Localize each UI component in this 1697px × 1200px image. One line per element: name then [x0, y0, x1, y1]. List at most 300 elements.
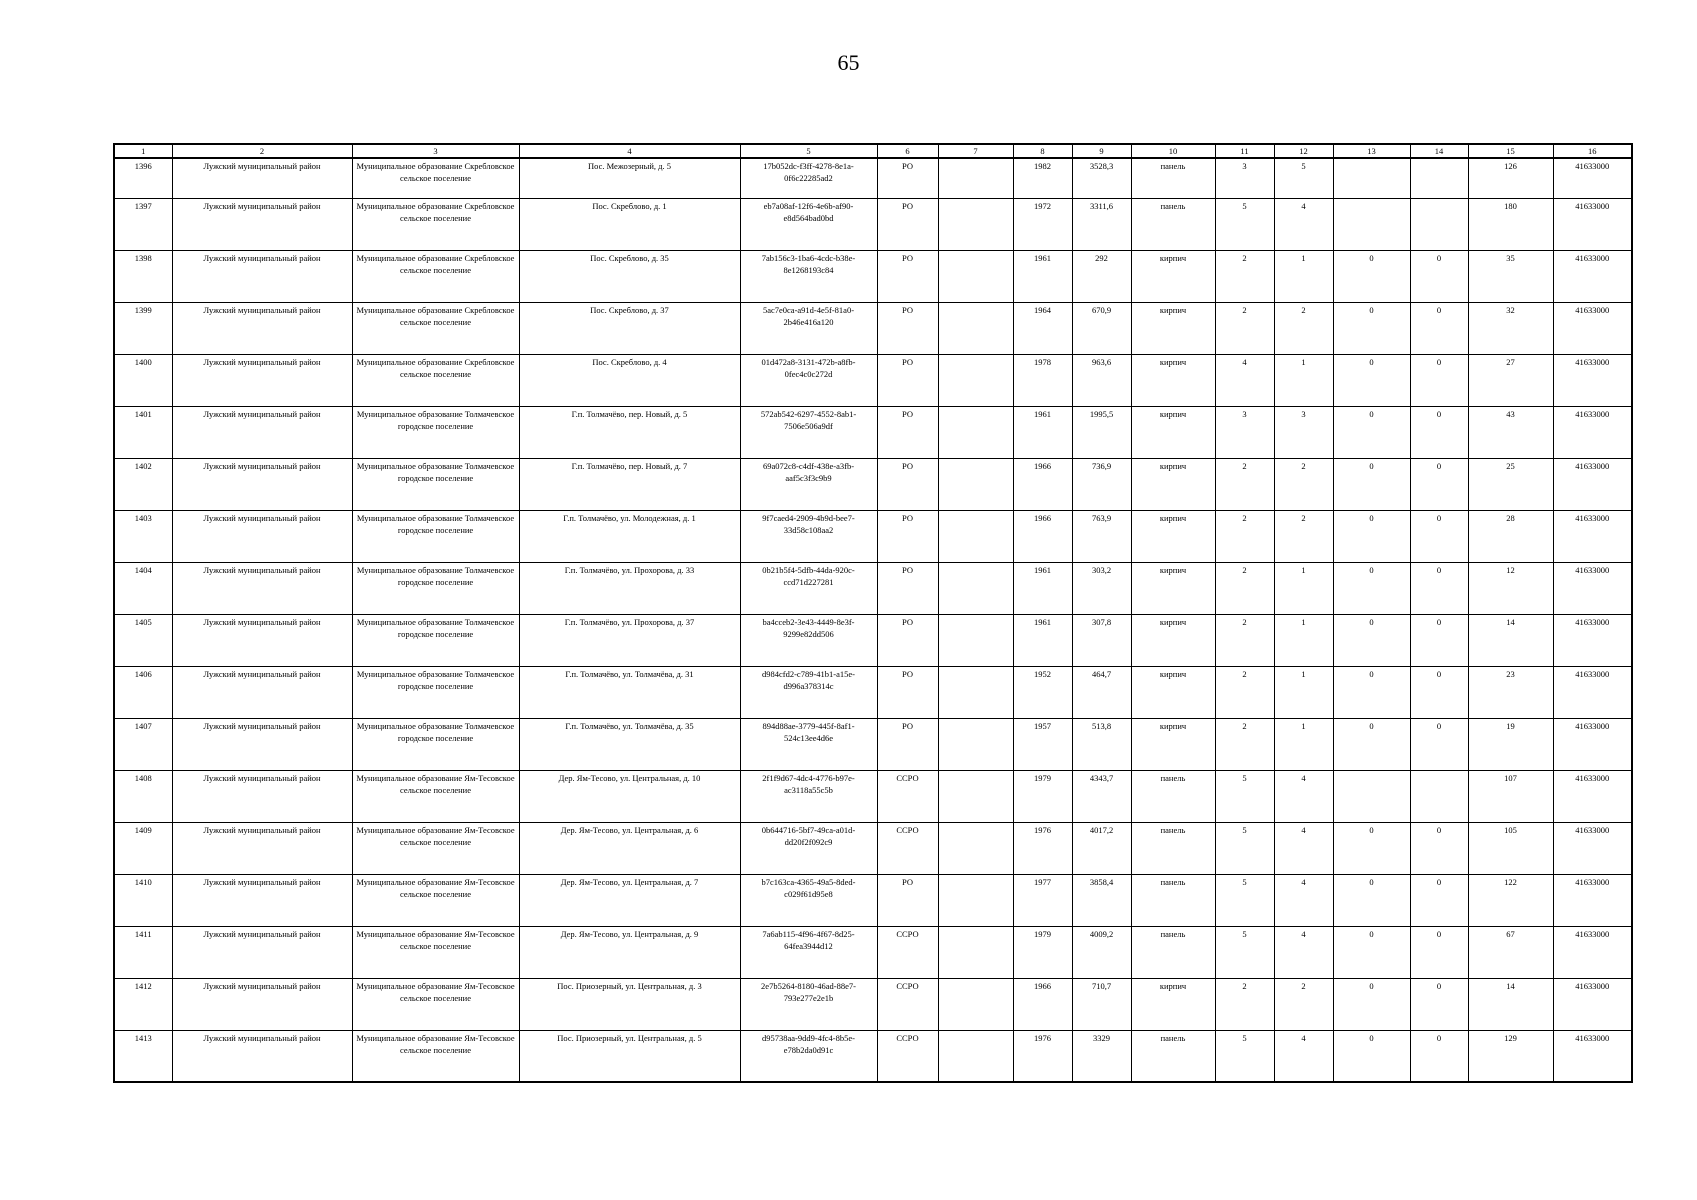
table-cell: 0	[1410, 250, 1468, 302]
table-cell	[938, 158, 1013, 198]
table-cell: 01d472a8-3131-472b-a8fb-0fec4c0c272d	[740, 354, 877, 406]
table-cell: Пос. Скреблово, д. 35	[519, 250, 740, 302]
table-row	[114, 874, 1632, 926]
table-cell: Дер. Ям-Тесово, ул. Центральная, д. 10	[519, 770, 740, 822]
table-cell: 763,9	[1072, 510, 1131, 562]
table-cell: 5	[1215, 822, 1274, 874]
table-cell	[1333, 770, 1410, 822]
table-cell: 25	[1468, 458, 1553, 510]
table-cell: Муниципальное образование Толмачевское городское поселение	[352, 510, 519, 562]
table-cell: 464,7	[1072, 666, 1131, 718]
table-cell: Лужский муниципальный район	[172, 158, 352, 198]
table-cell: РО	[877, 718, 938, 770]
table-row	[114, 458, 1632, 510]
table-cell: 126	[1468, 158, 1553, 198]
table-cell: Лужский муниципальный район	[172, 874, 352, 926]
table-cell	[1410, 198, 1468, 250]
table-cell: 1	[1274, 666, 1333, 718]
table-cell: 1397	[114, 198, 172, 250]
table-cell: 41633000	[1553, 770, 1632, 822]
table-cell	[938, 250, 1013, 302]
table-cell: 1	[1274, 562, 1333, 614]
table-cell: 1966	[1013, 510, 1072, 562]
table-cell: 4	[1274, 770, 1333, 822]
table-cell	[938, 926, 1013, 978]
table-cell: Пос. Скреблово, д. 37	[519, 302, 740, 354]
table-cell: 0	[1410, 614, 1468, 666]
table-cell	[938, 614, 1013, 666]
table-cell	[1333, 158, 1410, 198]
table-cell: 0	[1333, 718, 1410, 770]
table-cell: 3858,4	[1072, 874, 1131, 926]
table-row	[114, 510, 1632, 562]
table-header	[114, 144, 1632, 158]
table-cell: 41633000	[1553, 562, 1632, 614]
table-cell: кирпич	[1131, 978, 1215, 1030]
table-cell: 14	[1468, 978, 1553, 1030]
column-header: 12	[1274, 144, 1333, 158]
table-cell: Г.п. Толмачёво, ул. Прохорова, д. 33	[519, 562, 740, 614]
table-cell: Муниципальное образование Скребловское сельское поселение	[352, 250, 519, 302]
table-cell: Лужский муниципальный район	[172, 562, 352, 614]
table-cell: 1410	[114, 874, 172, 926]
table-cell: 1976	[1013, 1030, 1072, 1082]
table-cell: 0b644716-5bf7-49ca-a01d-dd20f2f092c9	[740, 822, 877, 874]
table-cell: РО	[877, 354, 938, 406]
table-cell: РО	[877, 874, 938, 926]
table-cell: ba4cceb2-3e43-4449-8e3f-9299e82dd506	[740, 614, 877, 666]
table-cell: 710,7	[1072, 978, 1131, 1030]
table-cell: 1409	[114, 822, 172, 874]
table-cell	[938, 302, 1013, 354]
table-cell: 0	[1410, 458, 1468, 510]
table-cell: 0	[1333, 666, 1410, 718]
table-cell: 1407	[114, 718, 172, 770]
table-cell: Лужский муниципальный район	[172, 978, 352, 1030]
table-cell: 41633000	[1553, 458, 1632, 510]
table-cell: 1964	[1013, 302, 1072, 354]
table-cell: 1413	[114, 1030, 172, 1082]
table-cell: 0	[1410, 354, 1468, 406]
table-cell: 1961	[1013, 562, 1072, 614]
table-cell: 3311,6	[1072, 198, 1131, 250]
table-cell: 2	[1215, 250, 1274, 302]
table-cell: 1412	[114, 978, 172, 1030]
table-cell: 14	[1468, 614, 1553, 666]
table-cell	[938, 822, 1013, 874]
table-cell: 41633000	[1553, 926, 1632, 978]
table-cell: 1400	[114, 354, 172, 406]
table-cell: 4	[1215, 354, 1274, 406]
table-cell: 41633000	[1553, 822, 1632, 874]
table-cell: 0	[1410, 978, 1468, 1030]
table-row	[114, 926, 1632, 978]
table-cell: 2	[1215, 614, 1274, 666]
table-cell: 41633000	[1553, 978, 1632, 1030]
table-cell	[938, 874, 1013, 926]
column-header: 5	[740, 144, 877, 158]
table-cell: 41633000	[1553, 198, 1632, 250]
table-cell: 1406	[114, 666, 172, 718]
table-cell: 41633000	[1553, 666, 1632, 718]
table-cell: 1405	[114, 614, 172, 666]
table-cell: 41633000	[1553, 510, 1632, 562]
table-cell: 41633000	[1553, 158, 1632, 198]
table-cell: панель	[1131, 1030, 1215, 1082]
table-cell: Лужский муниципальный район	[172, 458, 352, 510]
table-cell: РО	[877, 198, 938, 250]
table-cell: 35	[1468, 250, 1553, 302]
table-cell: Г.п. Толмачёво, ул. Толмачёва, д. 31	[519, 666, 740, 718]
table-cell: 19	[1468, 718, 1553, 770]
table-cell: кирпич	[1131, 458, 1215, 510]
table-cell: Пос. Межозерный, д. 5	[519, 158, 740, 198]
table-cell: Муниципальное образование Толмачевское городское поселение	[352, 614, 519, 666]
table-cell: Муниципальное образование Толмачевское городское поселение	[352, 406, 519, 458]
table-cell: 1399	[114, 302, 172, 354]
table-cell: 2	[1215, 458, 1274, 510]
table-cell: 1976	[1013, 822, 1072, 874]
table-cell: 303,2	[1072, 562, 1131, 614]
table-cell: 4343,7	[1072, 770, 1131, 822]
table-cell: 4	[1274, 1030, 1333, 1082]
table-cell: 1	[1274, 718, 1333, 770]
table-cell: Муниципальное образование Ям-Тесовское сельское поселение	[352, 926, 519, 978]
table-cell: 7ab156c3-1ba6-4cdc-b38e-8e1268193c84	[740, 250, 877, 302]
table-cell: 5	[1215, 198, 1274, 250]
table-cell	[938, 198, 1013, 250]
table-cell: 1961	[1013, 250, 1072, 302]
table-cell: Лужский муниципальный район	[172, 510, 352, 562]
table-cell: 0	[1333, 302, 1410, 354]
table-cell: 105	[1468, 822, 1553, 874]
table-cell: 2	[1215, 302, 1274, 354]
table-cell: Лужский муниципальный район	[172, 250, 352, 302]
table-cell: панель	[1131, 770, 1215, 822]
table-row	[114, 978, 1632, 1030]
column-header: 4	[519, 144, 740, 158]
table-cell: РО	[877, 510, 938, 562]
table-cell: 5	[1215, 770, 1274, 822]
table-row	[114, 718, 1632, 770]
table-cell: Муниципальное образование Скребловское сельское поселение	[352, 198, 519, 250]
table-row	[114, 406, 1632, 458]
table-cell: Пос. Скреблово, д. 4	[519, 354, 740, 406]
table-cell: 1982	[1013, 158, 1072, 198]
table-cell: 41633000	[1553, 354, 1632, 406]
table-cell: Дер. Ям-Тесово, ул. Центральная, д. 9	[519, 926, 740, 978]
table-row	[114, 666, 1632, 718]
table-cell: кирпич	[1131, 562, 1215, 614]
table-cell: 5	[1215, 1030, 1274, 1082]
table-cell: 2	[1215, 510, 1274, 562]
column-header: 8	[1013, 144, 1072, 158]
table-cell: Г.п. Толмачёво, пер. Новый, д. 7	[519, 458, 740, 510]
column-header: 10	[1131, 144, 1215, 158]
table-cell: b7c163ca-4365-49a5-8ded-c029f61d95e8	[740, 874, 877, 926]
table-cell: 7a6ab115-4f96-4f67-8d25-64fea3944d12	[740, 926, 877, 978]
table-cell: 0	[1410, 874, 1468, 926]
table-cell: Лужский муниципальный район	[172, 406, 352, 458]
table-cell: Муниципальное образование Ям-Тесовское сельское поселение	[352, 822, 519, 874]
table-row	[114, 770, 1632, 822]
table-cell: РО	[877, 666, 938, 718]
table-row	[114, 158, 1632, 198]
table-cell: 27	[1468, 354, 1553, 406]
table-cell: 41633000	[1553, 250, 1632, 302]
table-cell: 41633000	[1553, 406, 1632, 458]
table-cell: Лужский муниципальный район	[172, 926, 352, 978]
table-cell: 2f1f9d67-4dc4-4776-b97e-ac3118a55c5b	[740, 770, 877, 822]
table-cell	[938, 1030, 1013, 1082]
table-cell: 0	[1333, 250, 1410, 302]
table-cell: 1411	[114, 926, 172, 978]
table-cell: Лужский муниципальный район	[172, 718, 352, 770]
column-header: 6	[877, 144, 938, 158]
table-cell: 0	[1333, 978, 1410, 1030]
table-cell: 2	[1215, 978, 1274, 1030]
table-cell	[938, 978, 1013, 1030]
table-cell: Дер. Ям-Тесово, ул. Центральная, д. 7	[519, 874, 740, 926]
table-cell: 2	[1274, 302, 1333, 354]
table-cell: 41633000	[1553, 874, 1632, 926]
table-cell: 2e7b5264-8180-46ad-88e7-793e277e2e1b	[740, 978, 877, 1030]
table-cell: Пос. Скреблово, д. 1	[519, 198, 740, 250]
table-cell: 43	[1468, 406, 1553, 458]
table-cell: 670,9	[1072, 302, 1131, 354]
column-header: 2	[172, 144, 352, 158]
table-cell: РО	[877, 302, 938, 354]
table-cell: 4	[1274, 822, 1333, 874]
table-cell: d95738aa-9dd9-4fc4-8b5e-e78b2da0d91c	[740, 1030, 877, 1082]
table-cell: 9f7caed4-2909-4b9d-bee7-33d58c108aa2	[740, 510, 877, 562]
table-row	[114, 198, 1632, 250]
table-cell: 23	[1468, 666, 1553, 718]
table-cell: кирпич	[1131, 250, 1215, 302]
table-cell: 0	[1333, 614, 1410, 666]
table-cell: панель	[1131, 926, 1215, 978]
table-cell: 4017,2	[1072, 822, 1131, 874]
header-row	[114, 144, 1632, 158]
table-cell: Лужский муниципальный район	[172, 302, 352, 354]
table-cell: Г.п. Толмачёво, ул. Толмачёва, д. 35	[519, 718, 740, 770]
table-cell: Муниципальное образование Ям-Тесовское сельское поселение	[352, 1030, 519, 1082]
table-cell: Муниципальное образование Толмачевское городское поселение	[352, 458, 519, 510]
table-cell: Муниципальное образование Ям-Тесовское сельское поселение	[352, 770, 519, 822]
table-cell: 4	[1274, 874, 1333, 926]
table-row	[114, 562, 1632, 614]
table-cell: Муниципальное образование Скребловское сельское поселение	[352, 158, 519, 198]
table-row	[114, 250, 1632, 302]
table-cell: 5	[1215, 874, 1274, 926]
table-cell: 1961	[1013, 406, 1072, 458]
table-cell: Г.п. Толмачёво, ул. Прохорова, д. 37	[519, 614, 740, 666]
table-row	[114, 354, 1632, 406]
table-cell: 4	[1274, 926, 1333, 978]
table-cell: 1957	[1013, 718, 1072, 770]
table-cell: 1972	[1013, 198, 1072, 250]
table-cell: 1978	[1013, 354, 1072, 406]
table-cell: 28	[1468, 510, 1553, 562]
table-cell: 4	[1274, 198, 1333, 250]
table-cell: ССРО	[877, 1030, 938, 1082]
table-cell: Дер. Ям-Тесово, ул. Центральная, д. 6	[519, 822, 740, 874]
table-cell: ССРО	[877, 770, 938, 822]
table-cell: 3	[1215, 158, 1274, 198]
table-cell: Лужский муниципальный район	[172, 614, 352, 666]
table-cell: ССРО	[877, 822, 938, 874]
table-cell: 5ac7e0ca-a91d-4e5f-81a0-2b46e416a120	[740, 302, 877, 354]
table-cell: 0	[1410, 302, 1468, 354]
table-cell	[938, 354, 1013, 406]
table-cell: 0	[1333, 874, 1410, 926]
table-cell: Лужский муниципальный район	[172, 770, 352, 822]
table-cell: 1	[1274, 250, 1333, 302]
table-cell: 0	[1410, 718, 1468, 770]
table-cell: 0	[1333, 354, 1410, 406]
table-cell: 1408	[114, 770, 172, 822]
table-cell: 0	[1333, 822, 1410, 874]
table-cell: 0	[1333, 1030, 1410, 1082]
table-body	[114, 158, 1632, 1082]
table-cell: 0	[1410, 926, 1468, 978]
column-header: 3	[352, 144, 519, 158]
table-cell: 1	[1274, 614, 1333, 666]
table-cell: 0	[1410, 1030, 1468, 1082]
table-cell: 41633000	[1553, 1030, 1632, 1082]
table-cell	[938, 718, 1013, 770]
table-cell	[938, 666, 1013, 718]
table-cell: кирпич	[1131, 510, 1215, 562]
table-cell: Муниципальное образование Скребловское сельское поселение	[352, 302, 519, 354]
table-cell: 12	[1468, 562, 1553, 614]
table-cell: РО	[877, 562, 938, 614]
column-header: 16	[1553, 144, 1632, 158]
table-cell: 41633000	[1553, 718, 1632, 770]
table-cell	[938, 458, 1013, 510]
table-cell: 67	[1468, 926, 1553, 978]
table-cell: 2	[1215, 718, 1274, 770]
table-cell: Г.п. Толмачёво, пер. Новый, д. 5	[519, 406, 740, 458]
table-cell: Лужский муниципальный район	[172, 198, 352, 250]
table-cell: 122	[1468, 874, 1553, 926]
table-cell: 1	[1274, 354, 1333, 406]
table-cell	[1333, 198, 1410, 250]
table-cell	[938, 510, 1013, 562]
column-header: 15	[1468, 144, 1553, 158]
table-cell: 1401	[114, 406, 172, 458]
table-cell: 3	[1215, 406, 1274, 458]
table-cell: 4009,2	[1072, 926, 1131, 978]
table-cell: 0	[1410, 406, 1468, 458]
table-cell: панель	[1131, 874, 1215, 926]
table-cell: Лужский муниципальный район	[172, 1030, 352, 1082]
table-cell: 0	[1410, 510, 1468, 562]
table-cell: 1966	[1013, 458, 1072, 510]
table-cell: 1402	[114, 458, 172, 510]
table-cell: Пос. Приозерный, ул. Центральная, д. 3	[519, 978, 740, 1030]
table-cell: 0	[1333, 926, 1410, 978]
table-cell	[1410, 158, 1468, 198]
table-cell: кирпич	[1131, 406, 1215, 458]
table-cell: eb7a08af-12f6-4e6b-af90-e8d564bad0bd	[740, 198, 877, 250]
housing-registry-table	[113, 143, 1633, 1083]
table-row	[114, 822, 1632, 874]
table-cell: 69a072c8-c4df-438e-a3fb-aaf5c3f3c9b9	[740, 458, 877, 510]
table-cell: 894d88ae-3779-445f-8af1-524c13ee4d6e	[740, 718, 877, 770]
table-cell: 0	[1333, 510, 1410, 562]
table-cell: ССРО	[877, 926, 938, 978]
table-cell: 0b21b5f4-5dfb-44da-920c-ccd71d227281	[740, 562, 877, 614]
table-cell: кирпич	[1131, 718, 1215, 770]
table-cell: 41633000	[1553, 614, 1632, 666]
table-cell: 513,8	[1072, 718, 1131, 770]
table-cell: Муниципальное образование Толмачевское городское поселение	[352, 562, 519, 614]
table-cell: 2	[1215, 666, 1274, 718]
column-header: 13	[1333, 144, 1410, 158]
table-cell: кирпич	[1131, 614, 1215, 666]
table-cell: Муниципальное образование Ям-Тесовское сельское поселение	[352, 978, 519, 1030]
table-cell: Г.п. Толмачёво, ул. Молодежная, д. 1	[519, 510, 740, 562]
table-cell: 1979	[1013, 770, 1072, 822]
table-cell: 572ab542-6297-4552-8ab1-7506e506a9df	[740, 406, 877, 458]
table-cell: 3528,3	[1072, 158, 1131, 198]
table-cell: РО	[877, 614, 938, 666]
table-cell	[938, 770, 1013, 822]
table-cell: 307,8	[1072, 614, 1131, 666]
table-cell	[1410, 770, 1468, 822]
table-cell: 1966	[1013, 978, 1072, 1030]
table-cell: Муниципальное образование Скребловское сельское поселение	[352, 354, 519, 406]
table-cell: 1995,5	[1072, 406, 1131, 458]
table-cell: панель	[1131, 158, 1215, 198]
table-cell: Муниципальное образование Ям-Тесовское сельское поселение	[352, 874, 519, 926]
table-cell: 292	[1072, 250, 1131, 302]
table-cell: 0	[1333, 406, 1410, 458]
table-cell: 17b052dc-f3ff-4278-8e1a-0f6c22285ad2	[740, 158, 877, 198]
table-cell	[938, 562, 1013, 614]
table-cell: 0	[1333, 458, 1410, 510]
table-cell: Пос. Приозерный, ул. Центральная, д. 5	[519, 1030, 740, 1082]
table-cell: 2	[1274, 458, 1333, 510]
page-number: 65	[837, 50, 860, 75]
column-header: 14	[1410, 144, 1468, 158]
table-cell: Лужский муниципальный район	[172, 354, 352, 406]
table-cell: 129	[1468, 1030, 1553, 1082]
table-cell: Лужский муниципальный район	[172, 666, 352, 718]
table-row	[114, 614, 1632, 666]
table-cell: 41633000	[1553, 302, 1632, 354]
table-cell: ССРО	[877, 978, 938, 1030]
table-cell: РО	[877, 458, 938, 510]
table-cell: 2	[1274, 978, 1333, 1030]
table-cell: 5	[1215, 926, 1274, 978]
table-cell: РО	[877, 406, 938, 458]
table-cell: Муниципальное образование Толмачевское городское поселение	[352, 666, 519, 718]
table-cell: 0	[1410, 666, 1468, 718]
table-cell: 0	[1410, 562, 1468, 614]
table-row	[114, 302, 1632, 354]
table-cell: 0	[1410, 822, 1468, 874]
table-cell: 180	[1468, 198, 1553, 250]
table-cell: 5	[1274, 158, 1333, 198]
table-cell: 0	[1333, 562, 1410, 614]
table-cell: 736,9	[1072, 458, 1131, 510]
column-header: 7	[938, 144, 1013, 158]
table-cell: 1398	[114, 250, 172, 302]
column-header: 11	[1215, 144, 1274, 158]
table-cell: панель	[1131, 198, 1215, 250]
